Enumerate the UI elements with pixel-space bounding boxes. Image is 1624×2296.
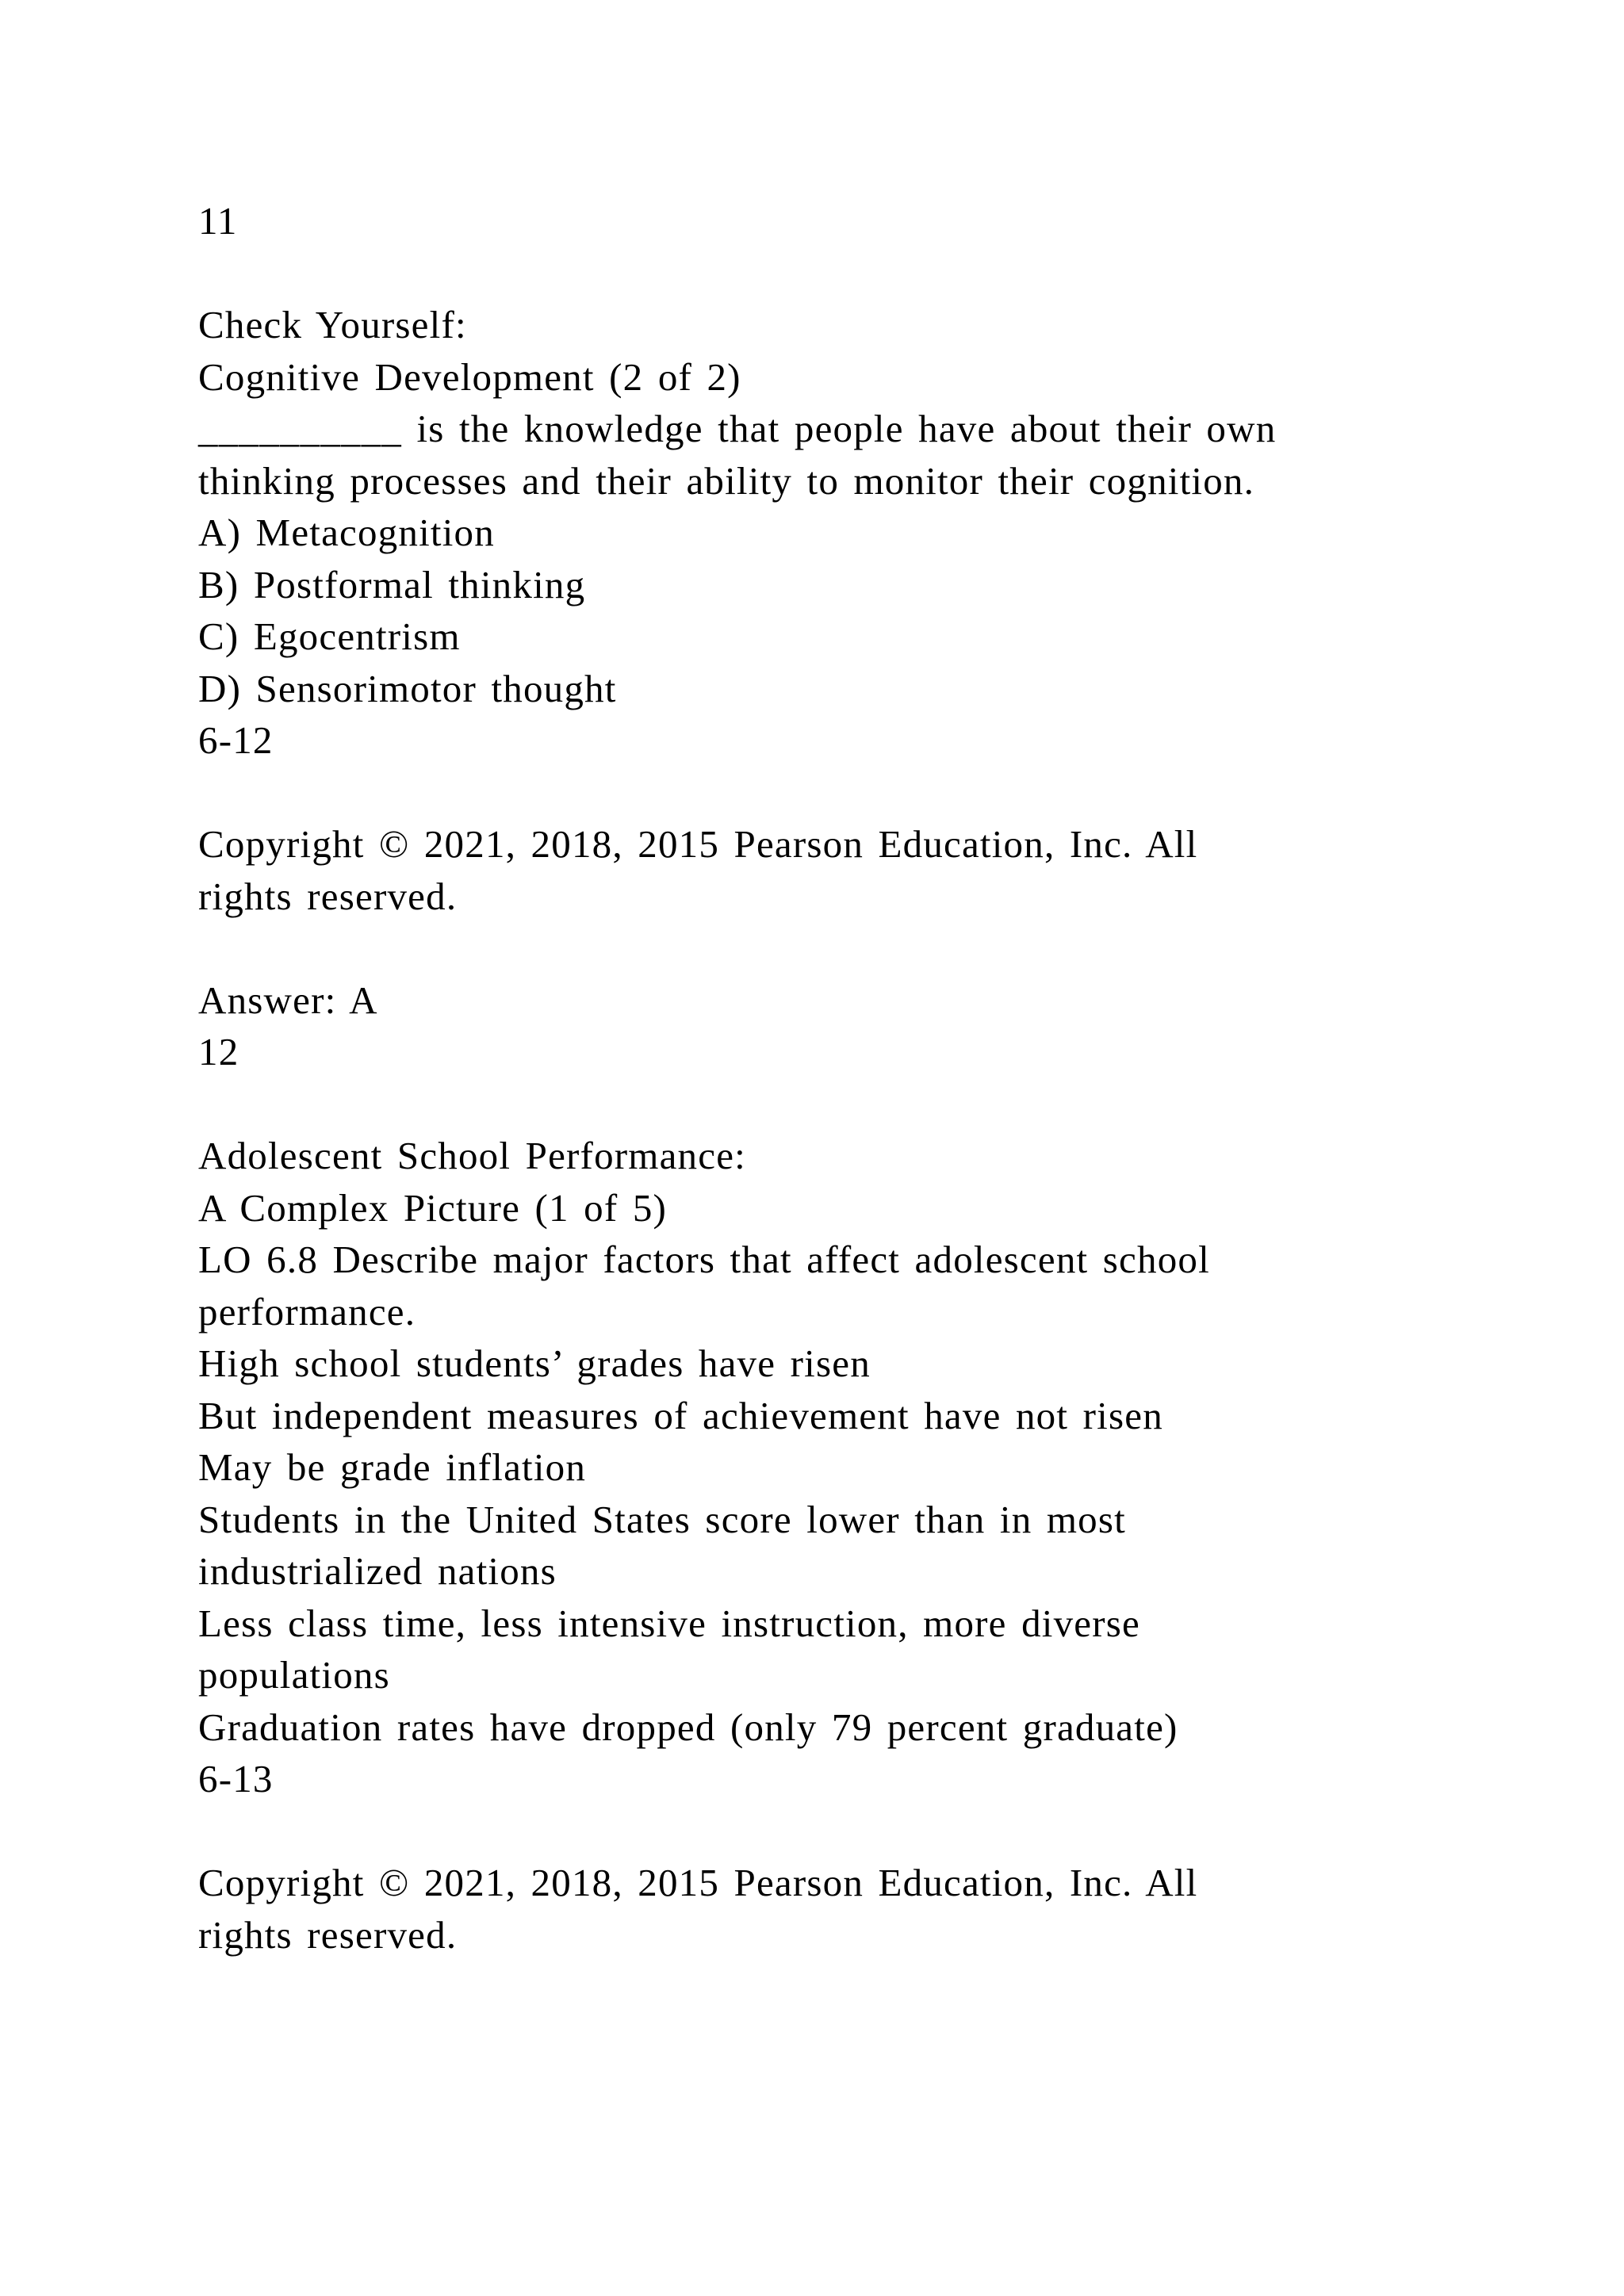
bullet-item: May be grade inflation bbox=[198, 1445, 587, 1489]
slide-title: Check Yourself: bbox=[198, 303, 467, 346]
bullet-item: High school students’ grades have risen bbox=[198, 1341, 871, 1385]
learning-objective: performance. bbox=[198, 1289, 416, 1334]
spacer bbox=[198, 1078, 1435, 1131]
spacer bbox=[198, 247, 1435, 300]
slide-subtitle: A Complex Picture (1 of 5) bbox=[198, 1185, 668, 1230]
document-page bbox=[198, 195, 1435, 1961]
slide-code: 6-13 bbox=[198, 1757, 274, 1800]
bullet-item: Graduation rates have dropped (only 79 percent graduate) bbox=[198, 1705, 1178, 1749]
bullet-item: Students in the United States score lower than in most bbox=[198, 1497, 1126, 1541]
spacer bbox=[198, 1805, 1435, 1858]
bullet-item: Less class time, less intensive instruction, more diverse bbox=[198, 1601, 1140, 1645]
slide-subtitle: Cognitive Development (2 of 2) bbox=[198, 354, 741, 399]
bullet-item: But independent measures of achievement have not risen bbox=[198, 1393, 1163, 1437]
question-text: thinking processes and their ability to monitor their cognition. bbox=[198, 458, 1255, 503]
answer-option-d: D) Sensorimotor thought bbox=[198, 666, 617, 710]
copyright-notice: Copyright © 2021, 2018, 2015 Pearson Education, Inc. All bbox=[198, 1861, 1198, 1904]
spacer bbox=[198, 767, 1435, 819]
copyright-notice: rights reserved. bbox=[198, 1912, 458, 1957]
slide-number: 12 bbox=[198, 1030, 239, 1073]
bullet-item: populations bbox=[198, 1653, 390, 1697]
slide-title: Adolescent School Performance: bbox=[198, 1134, 746, 1177]
answer-option-a: A) Metacognition bbox=[198, 511, 495, 554]
learning-objective: LO 6.8 Describe major factors that affect adolescent school bbox=[198, 1238, 1210, 1281]
bullet-item: industrialized nations bbox=[198, 1549, 557, 1593]
answer-option-c: C) Egocentrism bbox=[198, 614, 461, 658]
question-text: __________ is the knowledge that people have about their own bbox=[198, 407, 1277, 450]
slide-number: 11 bbox=[198, 199, 238, 243]
answer-text: Answer: A bbox=[198, 978, 378, 1022]
copyright-notice: Copyright © 2021, 2018, 2015 Pearson Education, Inc. All bbox=[198, 822, 1198, 866]
answer-option-b: B) Postformal thinking bbox=[198, 562, 586, 607]
slide-code: 6-12 bbox=[198, 718, 274, 762]
spacer bbox=[198, 922, 1435, 974]
copyright-notice: rights reserved. bbox=[198, 874, 458, 918]
